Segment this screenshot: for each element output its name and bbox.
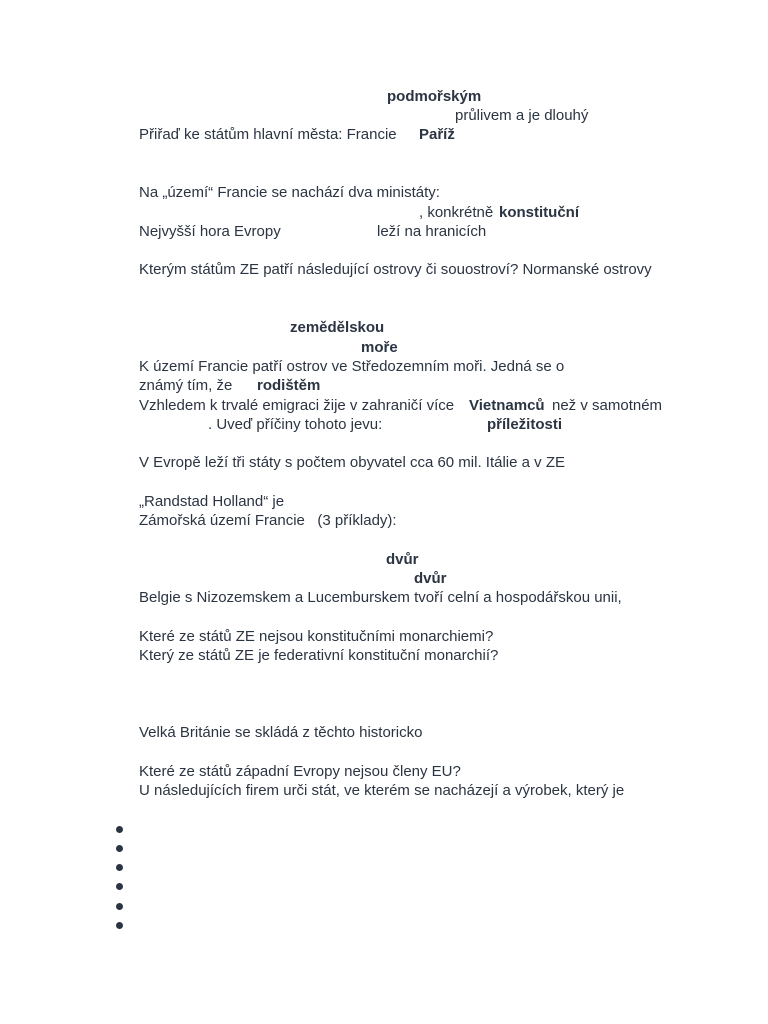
- text-rodistem: rodištěm: [257, 377, 321, 394]
- text-znamy-tim: známý tím, že: [139, 377, 233, 394]
- text-mediterranean-island: K území Francie patří ostrov ve Středozemním moři. Jedná se o: [139, 358, 565, 375]
- text-overseas-territories: Zámořská území Francie (3 příklady):: [139, 512, 397, 529]
- text-federal-monarchy: Který ze států ZE je federativní konstituční monarchií?: [139, 647, 499, 664]
- text-causes: . Uveď příčiny tohoto jevu:: [208, 416, 383, 433]
- text-konstitucni: konstituční: [499, 204, 580, 221]
- text-pariz: Paříž: [419, 126, 455, 143]
- list-bullet: [116, 826, 123, 833]
- text-great-britain: Velká Británie se skládá z těchto historicko: [139, 724, 423, 741]
- text-capitals-question: Přiřaď ke státům hlavní města: Francie: [139, 126, 397, 143]
- text-prulivem: průlivem a je dlouhý: [455, 107, 589, 124]
- text-konkretne: , konkrétně: [419, 204, 494, 221]
- text-highest-mountain: Nejvyšší hora Evropy: [139, 223, 281, 240]
- text-not-eu-members: Které ze států západní Evropy nejsou členy EU?: [139, 763, 461, 780]
- text-podmorskym: podmořským: [387, 88, 482, 105]
- text-prilezitosti: příležitosti: [487, 416, 563, 433]
- text-more: moře: [361, 339, 398, 356]
- text-islands-question: Kterým státům ZE patří následující ostrovy či souostroví? Normanské ostrovy: [139, 261, 652, 278]
- text-randstad: „Randstad Holland“ je: [139, 493, 285, 510]
- text-benelux: Belgie s Nizozemskem a Lucemburskem tvoří celní a hospodářskou unii,: [139, 589, 622, 606]
- text-vietnamcu: Vietnamců: [469, 397, 545, 414]
- text-borders: leží na hranicích: [377, 223, 487, 240]
- list-bullet: [116, 883, 123, 890]
- list-bullet: [116, 903, 123, 910]
- text-population-states: V Evropě leží tři státy s počtem obyvatel cca 60 mil. Itálie a v ZE: [139, 454, 565, 471]
- text-samotnem: než v samotném: [552, 397, 663, 414]
- list-bullet: [116, 864, 123, 871]
- text-zemedelskou: zemědělskou: [290, 319, 385, 336]
- text-ministates-question: Na „území“ Francie se nachází dva ministáty:: [139, 184, 440, 201]
- text-companies: U následujících firem urči stát, ve kterém se nacházejí a výrobek, který je: [139, 782, 625, 799]
- list-bullet: [116, 845, 123, 852]
- text-dvur-1: dvůr: [386, 551, 419, 568]
- list-bullet: [116, 922, 123, 929]
- text-dvur-2: dvůr: [414, 570, 447, 587]
- text-emigration: Vzhledem k trvalé emigraci žije v zahraničí více: [139, 397, 455, 414]
- text-not-monarchies: Které ze států ZE nejsou konstitučními monarchiemi?: [139, 628, 494, 645]
